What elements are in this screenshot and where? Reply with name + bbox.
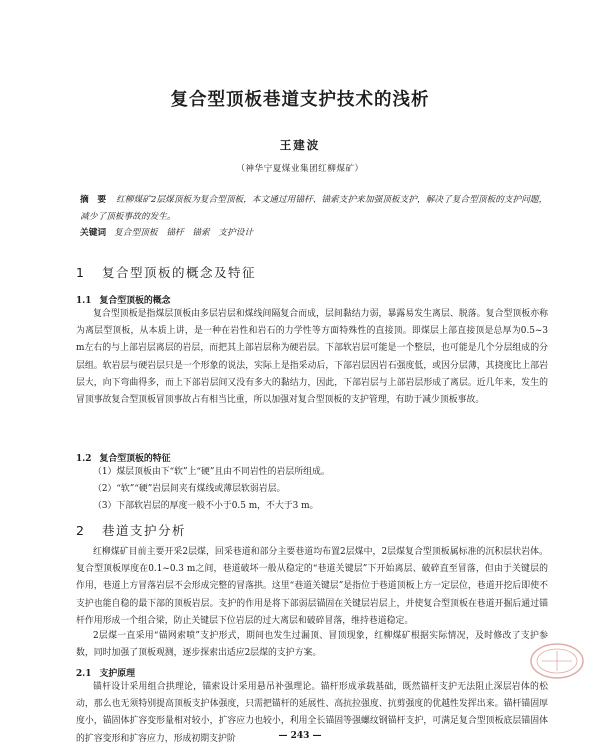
page-number: — 243 — [278,731,322,741]
author-name: 王建波 [279,138,321,152]
paragraph-2-a: 红柳煤矿目前主要开采2层煤，回采巷道和部分主要巷道均布置2层煤中，2层煤复合型顶板属标准的沉积层状岩体。复合型顶板厚度在0.1~0.3 m之间，巷道破坏一般从稳定的“巷道关键层”下开始离层、破碎直至冒落，但由于关键层的作用，巷道上方冒落岩层不会形成完整的冒落拱。这里“巷道关键层”是指位于巷道顶板上方一定层位，巷道开挖后即使不支护也能自稳的最下部的顶板岩层。支护的作用是将下部弱层锚固在关键层岩层上，并使复合型顶板在巷道开掘后通过锚杆作用形成一个组合梁，防止关键层下位岩层的过大离层和破碎冒落，维持巷道稳定。 [76,547,548,626]
paragraph-2-b: 2层煤一直采用“锚网索喷”支护形式，期间也发生过漏顶、冒顶现象，红柳煤矿根据实际情况，及时修改了支护参数，同时加强了顶板观测，逐步探索出适应2层煤的支护方案。 [76,631,548,659]
abstract-text: 红柳煤矿2层煤顶板为复合型顶板，本文通过用锚杆、锚索支护来加强顶板支护，解决了复合型顶板的支护问题，减少了顶板事故的发生。 [80,195,548,222]
keywords-label: 关键词 [80,228,107,238]
subsection-title: 复合型顶板的特征 [99,454,171,464]
subsection-1-2-heading [76,451,170,464]
section-1-heading [76,263,256,281]
section-title: 巷道支护分析 [102,523,187,538]
subsection-1-1-heading [76,293,170,306]
list-item: （1）煤层顶板由下“软”上“硬”且由不同岩性的岩层所组成。 [93,467,330,477]
subsection-title: 支护原理 [99,669,135,679]
subsection-number: 2.1 [76,669,92,679]
subsection-2-1-heading [76,666,135,679]
library-stamp-icon [528,640,586,682]
keywords [80,226,550,238]
list-item: （2）“软”“硬”岩层间夹有煤线或薄层软弱岩层。 [93,484,286,494]
keywords-text: 复合型顶板 锚杆 锚索 支护设计 [114,228,254,238]
abstract-label: 摘 要 [80,195,107,205]
section-title: 复合型顶板的概念及特征 [102,265,257,280]
section-2-heading [76,521,186,539]
paragraph-1-1: 复合型顶板是指煤层顶板由多层岩层和煤线间隔复合而成，层间黏结力弱，暴露易发生离层、脱落。复合型顶板亦称为离层型顶板，从本质上讲，是一种在岩性和岩石的力学性等方面特殊性的直接顶。即煤层上部直接顶是总厚为0.5~3 m左右的与上部岩层离层的岩层，而把其上部岩层称为硬岩层。下部软岩层可能是一个整层，也可能是几个分层组成的分层组。软岩层与硬岩层只是一个形象的说法，实际上是指采动后，下部岩层因岩石强度低，或因分层薄，其挠度比上部岩层大，向下弯曲得多，而上下部岩层间又没有多大的黏结力，因此，下部岩层与上部岩层形成了离层。近几年来，发生的冒顶事故复合型顶板冒顶事故占有相当比重，所以加强对复合型顶板的支护管理，有助于减少顶板事故。 [76,309,548,406]
subsection-number: 1.2 [76,454,92,464]
list-item: （3）下部软岩层的厚度一般不小于0.5 m，不大于3 m。 [93,501,319,511]
abstract [80,192,550,226]
section-number: 2 [76,523,86,538]
author-affiliation: （神华宁夏煤业集团红柳煤矿） [236,164,364,174]
section-number: 1 [76,265,86,280]
subsection-title: 复合型顶板的概念 [99,296,171,306]
paragraph-2-1: 锚杆设计采用组合拱理论，锚索设计采用悬吊补强理论。锚杆形成承载基础，既然锚杆支护无法阻止深层岩体的松动，那么也无须特别提高顶板支护体强度，只需把锚杆的延展性、高抗拉强度、抗剪强度的优越性发挥出来。锚杆锚固厚度小，锚固体扩容变形量相对较小，扩容应力也较小，利用全长锚固等强螺纹钢锚杆支护，可满足复合型顶板底层锚固体的扩容变形和扩容应力，形成初期支护阶 [76,682,548,744]
subsection-number: 1.1 [76,296,92,306]
paper-title: 复合型顶板巷道支护技术的浅析 [170,90,430,110]
